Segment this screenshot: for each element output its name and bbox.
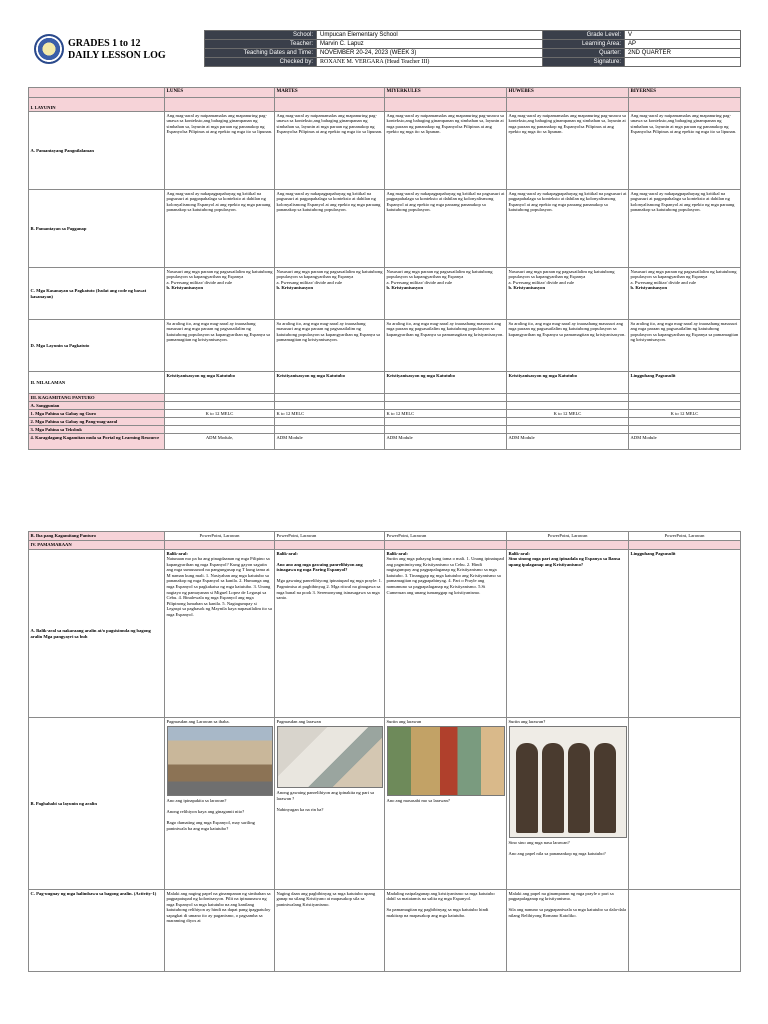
pag-uugnay-text-1: Malaki ang papel na ginampanan ng mga prayle o pari sa pagpapalaganap ng kristiyanismo. bbox=[508, 890, 614, 902]
lesson-plan-table-part1 bbox=[28, 87, 740, 450]
row-label-iba-pang: B. Iba pang Kagamitang Panturo bbox=[29, 532, 165, 541]
header-info-table bbox=[204, 30, 740, 67]
kasanayan-text: Nasusuri ang mga paraan ng pagsasailalim ng katutubong populasyon sa kapangyarihan ng Espanya bbox=[166, 268, 273, 280]
day-header-tuesday: MARTES bbox=[275, 88, 385, 98]
balik-aral-heading: Balik-aral: bbox=[508, 550, 530, 556]
cell-paghahabi-tue bbox=[275, 718, 385, 890]
cell-melc-wed: K to 12 MELC bbox=[385, 410, 507, 418]
quarter-label: Quarter: bbox=[543, 49, 625, 58]
section-layunin: I. LAYUNIN bbox=[29, 98, 165, 112]
cell-pamantayang-thu: Ang mag-aaral ay naipamamalas ang mapanuring pag-unawa sa konteksto,ang bahaging ginampanan ng simbahan sa, layunin at mga paraan ng pananakop ng Espanyolsa Pilipinas at ang epekto ng mga ito sa lipunan. bbox=[507, 112, 629, 190]
row-label-mga-kasanayan: C. Mga Kasanayan sa Pagkatuto (Isulat ang code ng bawat kasanayan) bbox=[29, 268, 165, 320]
kasanayan-text: Nasusuri ang mga paraan ng pagsasailalim ng katutubong populasyon sa kapangyarihan ng Espanya bbox=[630, 268, 737, 280]
friar-figure bbox=[568, 743, 590, 833]
friar-figure bbox=[516, 743, 538, 833]
cell-kasanayan-tue bbox=[275, 268, 385, 320]
teacher-value: Marvin C. Lapuz bbox=[317, 40, 543, 49]
paghahabi-question-2: Anong relihiyon kaya ang ginagamit nito? bbox=[166, 809, 245, 815]
cell-kasanayan-thu bbox=[507, 268, 629, 320]
paghahabi-question-1: Sino sino ang mga nasa larawan? bbox=[508, 840, 570, 846]
kasanayan-b: b. Kristyanisasyon bbox=[508, 285, 546, 291]
signature-value bbox=[625, 58, 741, 67]
cell-kasanayan-wed bbox=[385, 268, 507, 320]
cell-pagganap-mon: Ang mag-aaral ay nakapagpapahayag ng kritikal na pagsusuri at pagpapahalaga sa konteksto at dahilan ng kolonyalismong Espanyol at ang epekto ng mga paraang pananakop sa katutubong populasyon. bbox=[165, 190, 275, 268]
paghahabi-question-1: Ano ang masasabi mo sa larawan? bbox=[386, 798, 450, 804]
checked-by-label: Checked by: bbox=[205, 58, 317, 67]
friar-figure bbox=[542, 743, 564, 833]
row-label-teksbuk: 3. Mga Pahina sa Teksbuk bbox=[29, 426, 165, 434]
baptism-photo bbox=[277, 726, 383, 788]
cell-nilalaman-wed: Kristiyanisasyon ng mga Katutubo bbox=[385, 372, 507, 394]
header-logo-area bbox=[28, 30, 202, 72]
day-header-thursday: HUWEBES bbox=[507, 88, 629, 98]
cell-nilalaman-fri: Lingguhang Pagsusulit bbox=[629, 372, 741, 394]
cell-melc-fri: K to 12 MELC bbox=[629, 410, 741, 418]
cell-adm-tue: ADM Module bbox=[275, 434, 385, 450]
cell-balik-aral-wed bbox=[385, 550, 507, 718]
day-header-friday: BIYERNES bbox=[629, 88, 741, 98]
cell-layunin-tue: Sa araling ito, ang mga mag-aaral ay inaasahang masusuri ang mga paraan ng pagsasailalim ng katutubong populasyon sa kapangyarihan ng Espanya sa pamamagitan ng kristyanisasyon. bbox=[275, 320, 385, 372]
cell-nilalaman-mon: Kristiyanisasyon ng mga Katutubo bbox=[165, 372, 275, 394]
cell-layunin-mon: Sa araling ito, ang mga mag-aaral ay inaasahang masusuri ang mga paraan ng pagsasailalim ng katutubong populasyon sa kapangyarihan ng Espanya sa pamamagitan ng kristyanisasyon. bbox=[165, 320, 275, 372]
cell-layunin-wed: Sa araling ito, ang mga mag-aaral ay inaasahang masusuri ang mga paraan ng pagsasailalim ng katutubong populasyon sa kapangyarihan ng Espanya sa pamamagitan ng kristyanisasyon. bbox=[385, 320, 507, 372]
kasanayan-a: a. Pwersang militar/ divide and rule bbox=[386, 279, 453, 285]
cell-pamantayang-mon: Ang mag-aaral ay naipamamalas ang mapanuring pag-unawa sa konteksto,ang bahaging ginampanan ng simbahan sa, layunin at mga paraan ng pananakop ng Espanyolsa Pilipinas at ang epekto ng mga ito sa lipunan. bbox=[165, 112, 275, 190]
learning-area-value: AP bbox=[625, 40, 741, 49]
cell-paghahabi-wed bbox=[385, 718, 507, 890]
cell-balik-aral-fri: Lingguhang Pagsusulit bbox=[629, 550, 741, 718]
kasanayan-a: a. Pwersang militar/ divide and rule bbox=[166, 279, 233, 285]
cell-adm-mon: ADM Module, bbox=[165, 434, 275, 450]
cell-nilalaman-tue: Kristiyanisasyon ng mga Katutubo bbox=[275, 372, 385, 394]
cell-powerpoint-thu: PowerPoint, Larawan bbox=[507, 532, 629, 541]
checked-by-value: ROXANE M. VERGARA (Head Teacher III) bbox=[317, 58, 543, 67]
kasanayan-a: a. Pwersang militar/ divide and rule bbox=[508, 279, 575, 285]
pag-uugnay-text-2: Sa pamamagitan ng pagbibinyag sa mga katutubo hindi makitrap na mapasakop ang mga katutubo. bbox=[386, 907, 489, 918]
pag-uugnay-text-1: Madaling naipalaganap ang kristiyanismo sa mga katutubo dahil sa matatamis na salita ng mga Espanyol. bbox=[386, 890, 495, 902]
balik-aral-heading: Balik-aral: bbox=[386, 550, 408, 556]
deped-seal-icon bbox=[34, 34, 64, 64]
section-pamamaraan: IV. PAMAMARAAN bbox=[29, 541, 165, 550]
day-header-wednesday: MIYERKULES bbox=[385, 88, 507, 98]
kasanayan-a: a. Pwersang militar/ divide and rule bbox=[276, 279, 343, 285]
cell-pag-uugnay-tue: Naging daan ang pagbibinyag sa mga katutubo upang ganap na silang Kristiyano at mapasakop sila sa paniniwalang Kristiyanismo. bbox=[275, 890, 385, 972]
paghahabi-instruction: Suriin ang larawan? bbox=[508, 718, 546, 724]
grade-level-label: Grade Level: bbox=[543, 31, 625, 40]
cell-paghahabi-mon bbox=[165, 718, 275, 890]
balik-aral-heading: Balik-aral: bbox=[166, 550, 188, 556]
school-label: School: bbox=[205, 31, 317, 40]
teaching-dates-label: Teaching Dates and Time: bbox=[205, 49, 317, 58]
cell-adm-fri: ADM Module bbox=[629, 434, 741, 450]
cell-paghahabi-fri bbox=[629, 718, 741, 890]
balik-aral-question: Ano ano ang mga gawaing panrelihiyon ang isinagawa ng mga Paring Espanyol? bbox=[276, 561, 363, 573]
cell-kasanayan-fri bbox=[629, 268, 741, 320]
kasanayan-b: b. Kristyanisasyon bbox=[276, 285, 314, 291]
kasanayan-b: b. Kristyanisasyon bbox=[166, 285, 204, 291]
cell-melc-thu: K to 12 MELC bbox=[507, 410, 629, 418]
grade-level-value: V bbox=[625, 31, 741, 40]
kasanayan-b: b. Kristyanisasyon bbox=[630, 285, 668, 291]
quarter-value: 2ND QUARTER bbox=[625, 49, 741, 58]
cell-adm-thu: ADM Module bbox=[507, 434, 629, 450]
row-label-pamantayan-sa-pagganap: B. Pamantayan sa Pagganap bbox=[29, 190, 165, 268]
cell-balik-aral-thu bbox=[507, 550, 629, 718]
balik-aral-text: Mga gawaing panrelihiyong ipinatupad ng mga prayle: 1. Pagmimisa at pagbibinyag 2. Mga ritwal na ginagawa sa mga banal na pook 3. Seremonyang isinasagawa sa mga santo. bbox=[276, 578, 383, 601]
signature-label: Signature: bbox=[543, 58, 625, 67]
cell-paghahabi-thu bbox=[507, 718, 629, 890]
cell-powerpoint-fri: PowerPoint, Larawan bbox=[629, 532, 741, 541]
paghahabi-question-2: Ano ang papel nila sa pananankop ng mga katutubo? bbox=[508, 851, 606, 857]
row-label-mga-layunin: D. Mga Layunin sa Pagkatuto bbox=[29, 320, 165, 372]
cell-pag-uugnay-mon: Malaki ang naging papel na ginampanan ng simbahan sa pagpapatupad ng kolonisasyon. Pilit na ipinaunawa ng mga Espanyol sa mga katutubo na ang kanilang katutubong relihiyon ay hindi na dapat pang ipagpatuloy sapagkat di umano ito ay paganismo, o pagsamba sa maraming diyos at bbox=[165, 890, 275, 972]
paghahabi-instruction: Pagmasdan ang Larawan sa ibaba. bbox=[166, 718, 230, 724]
cell-pag-uugnay-fri bbox=[629, 890, 741, 972]
balik-aral-question: Sino sinong mga pari ang ipinadala ng Espanya sa Bansa upang ipalaganap ang Kristiyanismo? bbox=[508, 556, 621, 567]
school-value: Umpucan Elementary School bbox=[317, 31, 543, 40]
cell-pag-uugnay-thu bbox=[507, 890, 629, 972]
cell-layunin-thu: Sa araling ito, ang mga mag-aaral ay inaasahang masusuri ang mga paraan ng pagsasailalim ng katutubong populasyon sa kapangyarihan ng Espanya sa pamamagitan ng kristyanisasyon. bbox=[507, 320, 629, 372]
row-label-sanggunian: A. Sanggunian bbox=[29, 402, 165, 410]
day-header-monday: LUNES bbox=[165, 88, 275, 98]
balik-aral-text: Natunaan mo pa ba ang pinagdaanan ng mga Pilipino sa kapangyarihan ng mga Espanyol? Kung gayon sagutin ang mga sumusunod na pangungusap ng T kung tama at M naman kung mali. 1. Nasiyahan ang mga katutubo sa pananakop ng mga Espanyol sa kanila. 2. Humanga ang mga Espanyol sa pagkakaisa ng mga katutubo. 3. Unang nagtayo ng pamayanan si Miguel Lopez de Legaspi sa Cebu. 4. Binalewala ng mga Espanyol ang mga Pilipinong lumaban sa kanila. 5. Nagtagumpay si Legaspi sa paghasok ng Maynila kaya napasailalim ito sa mga Espanyol. bbox=[166, 556, 272, 618]
kasanayan-b: b. Kristyanisasyon bbox=[386, 285, 424, 291]
paghahabi-question-2: Nabinyagan ka na rin ba? bbox=[276, 806, 324, 812]
header-title-line1: GRADES 1 to 12 bbox=[68, 38, 141, 49]
cell-pamantayang-tue: Ang mag-aaral ay naipamamalas ang mapanuring pag-unawa sa konteksto,ang bahaging ginampanan ng simbahan sa, layunin at mga paraan ng pananakop ng Espanyolsa Pilipinas at ang epekto ng mga ito sa lipunan. bbox=[275, 112, 385, 190]
kasanayan-text: Nasusuri ang mga paraan ng pagsasailalim ng katutubong populasyon sa kapangyarihan ng Espanya bbox=[276, 268, 383, 280]
lesson-plan-table-part2 bbox=[28, 531, 740, 972]
cell-powerpoint-mon: PowerPoint, Larawan bbox=[165, 532, 275, 541]
lesson-log-header bbox=[28, 30, 740, 72]
cell-pagganap-thu: Ang mag-aaral ay nakapagpapahayag ng kritikal na pagsusuri at pagpapahalaga sa konteksto at dahilan ng kolonyalismong Espanyol at ang epekto ng mga paraang pananakop sa katutubong populasyon. bbox=[507, 190, 629, 268]
section-kagamitang-panturo: III. KAGAMITANG PANTURO bbox=[29, 394, 165, 402]
corner-cell bbox=[29, 88, 165, 98]
balik-aral-text: Suriin ang mga pahayag kung tama o mali. 1. Unang ipinatupad ang pagmimisyong Kristiyanismo sa Cebu. 2. Hindi nagtagumpay ang pagpapalaganap ng Kristiyanismo sa mga katutubo. 3. Tinanggap ng mga katutubo ang Kristiyanismo sa pamamagitan ng pagpapabinyag. 4. Pari o Prayle ang namumuno sa pagpapalaganap ng Kristiyanismo. 5.Si Cumeruan ang unang tumanggap ng kristiyanismo. bbox=[386, 556, 504, 595]
teacher-label: Teacher: bbox=[205, 40, 317, 49]
teaching-dates-value: NOVEMBER 20-24, 2023 (WEEK 3) bbox=[317, 49, 543, 58]
cell-melc-mon: K to 12 MELC bbox=[165, 410, 275, 418]
painting-photo bbox=[387, 726, 505, 796]
learning-area-label: Learning Area: bbox=[543, 40, 625, 49]
row-label-nilalaman: II. NILALAMAN bbox=[29, 372, 165, 394]
cell-kasanayan-mon bbox=[165, 268, 275, 320]
paghahabi-question-1: Ano ang ipinapakita sa larawan? bbox=[166, 798, 227, 804]
row-label-paghahabi: B. Paghahabi sa layunin ng aralin bbox=[29, 718, 165, 890]
header-title-line2: DAILY LESSON LOG bbox=[68, 50, 166, 61]
church-photo bbox=[167, 726, 273, 796]
cell-balik-aral-tue bbox=[275, 550, 385, 718]
row-label-karagdagang: 4. Karagdagang Kagamitan mula sa Portal ng Learning Resource bbox=[29, 434, 165, 450]
cell-pag-uugnay-wed bbox=[385, 890, 507, 972]
row-label-gabay-guro: 1. Mga Pahina sa Gabay ng Guro bbox=[29, 410, 165, 418]
cell-powerpoint-wed: PowerPoint, Larawan bbox=[385, 532, 507, 541]
cell-pamantayang-fri: Ang mag-aaral ay naipamamalas ang mapanuring pag-unawa sa konteksto,ang bahaging ginampanan ng simbahan sa, layunin at mga paraan ng pananakop ng Espanyolsa Pilipinas at ang epekto ng mga ito sa lipunan. bbox=[629, 112, 741, 190]
cell-adm-wed: ADM Module bbox=[385, 434, 507, 450]
friars-photo bbox=[509, 726, 627, 838]
cell-pagganap-wed: Ang mag-aaral ay nakapagpapahayag ng kritikal na pagsusuri at pagpapahalaga sa konteksto at dahilan ng kolonyalismong Espanyol at ang epekto ng mga paraang pananakop sa katutubong populasyon. bbox=[385, 190, 507, 268]
paghahabi-question-1: Anong gawaing panrelihiyon ang ipinakita ng pari sa larawan ? bbox=[276, 790, 375, 801]
cell-melc-tue: K to 12 MELC bbox=[275, 410, 385, 418]
paghahabi-instruction: Pagmasdan ang larawan bbox=[276, 718, 321, 724]
cell-powerpoint-tue: PowerPoint, Larawan bbox=[275, 532, 385, 541]
cell-layunin-fri: Sa araling ito, ang mga mag-aaral ay inaasahang masusuri ang mga paraan ng pagsasailalim ng katutubong populasyon sa kapangyarihan ng Espanya sa pamamagitan ng kristyanisasyon. bbox=[629, 320, 741, 372]
balik-aral-heading: Balik-aral: bbox=[276, 550, 298, 556]
kasanayan-text: Nasusuri ang mga paraan ng pagsasailalim ng katutubong populasyon sa kapangyarihan ng Espanya bbox=[386, 268, 493, 280]
row-label-pamantayang-pangnilalaman: A. Pamantayang Pangnilalaman bbox=[29, 112, 165, 190]
kasanayan-text: Nasusuri ang mga paraan ng pagsasailalim ng katutubong populasyon sa kapangyarihan ng Espanya bbox=[508, 268, 615, 280]
paghahabi-question-3: Bago dumating ang mga Espanyol, may sariling paniniwala ba ang mga katutubo? bbox=[166, 820, 255, 832]
friar-figure bbox=[594, 743, 616, 833]
cell-pagganap-tue: Ang mag-aaral ay nakapagpapahayag ng kritikal na pagsusuri at pagpapahalaga sa konteksto at dahilan ng kolonyalismong Espanyol at ang epekto ng mga paraang pananakop sa katutubong populasyon. bbox=[275, 190, 385, 268]
cell-balik-aral-mon bbox=[165, 550, 275, 718]
kasanayan-a: a. Pwersang militar/ divide and rule bbox=[630, 279, 697, 285]
cell-pamantayang-wed: Ang mag-aaral ay naipamamalas ang mapanuring pag-unawa sa konteksto,ang bahaging ginampanan ng simbahan sa, layunin at mga paraan ng pananakop ng Espanyolsa Pilipinas at ang epekto ng mga ito sa lipunan. bbox=[385, 112, 507, 190]
cell-nilalaman-thu: Kristiyanisasyon ng mga Katutubo bbox=[507, 372, 629, 394]
paghahabi-instruction: Suriin ang larawan bbox=[386, 718, 422, 724]
cell-pagganap-fri: Ang mag-aaral ay nakapagpapahayag ng kritikal na pagsusuri at pagpapahalaga sa konteksto at dahilan ng kolonyalismong Espanyol at ang epekto ng mga paraang pananakop sa katutubong populasyon. bbox=[629, 190, 741, 268]
row-label-pag-uugnay: C. Pag-uugnay ng mga halimbawa sa bagong aralin. (Activity-1) bbox=[29, 890, 165, 972]
row-label-gabay-mag-aaral: 2. Mga Pahina sa Gabay ng Pang-mag-aaral bbox=[29, 418, 165, 426]
pag-uugnay-text-2: Sila ang nanuno sa pagpapaniwala sa mga katutubo sa dala-dala nilang Relihiyong Romano Katoliko. bbox=[508, 907, 626, 918]
row-label-balik-aral: A. Balik-aral sa nakaraang aralin at/o pagsisimula ng bagong aralin Mga pangyayri sa buh bbox=[29, 550, 165, 718]
